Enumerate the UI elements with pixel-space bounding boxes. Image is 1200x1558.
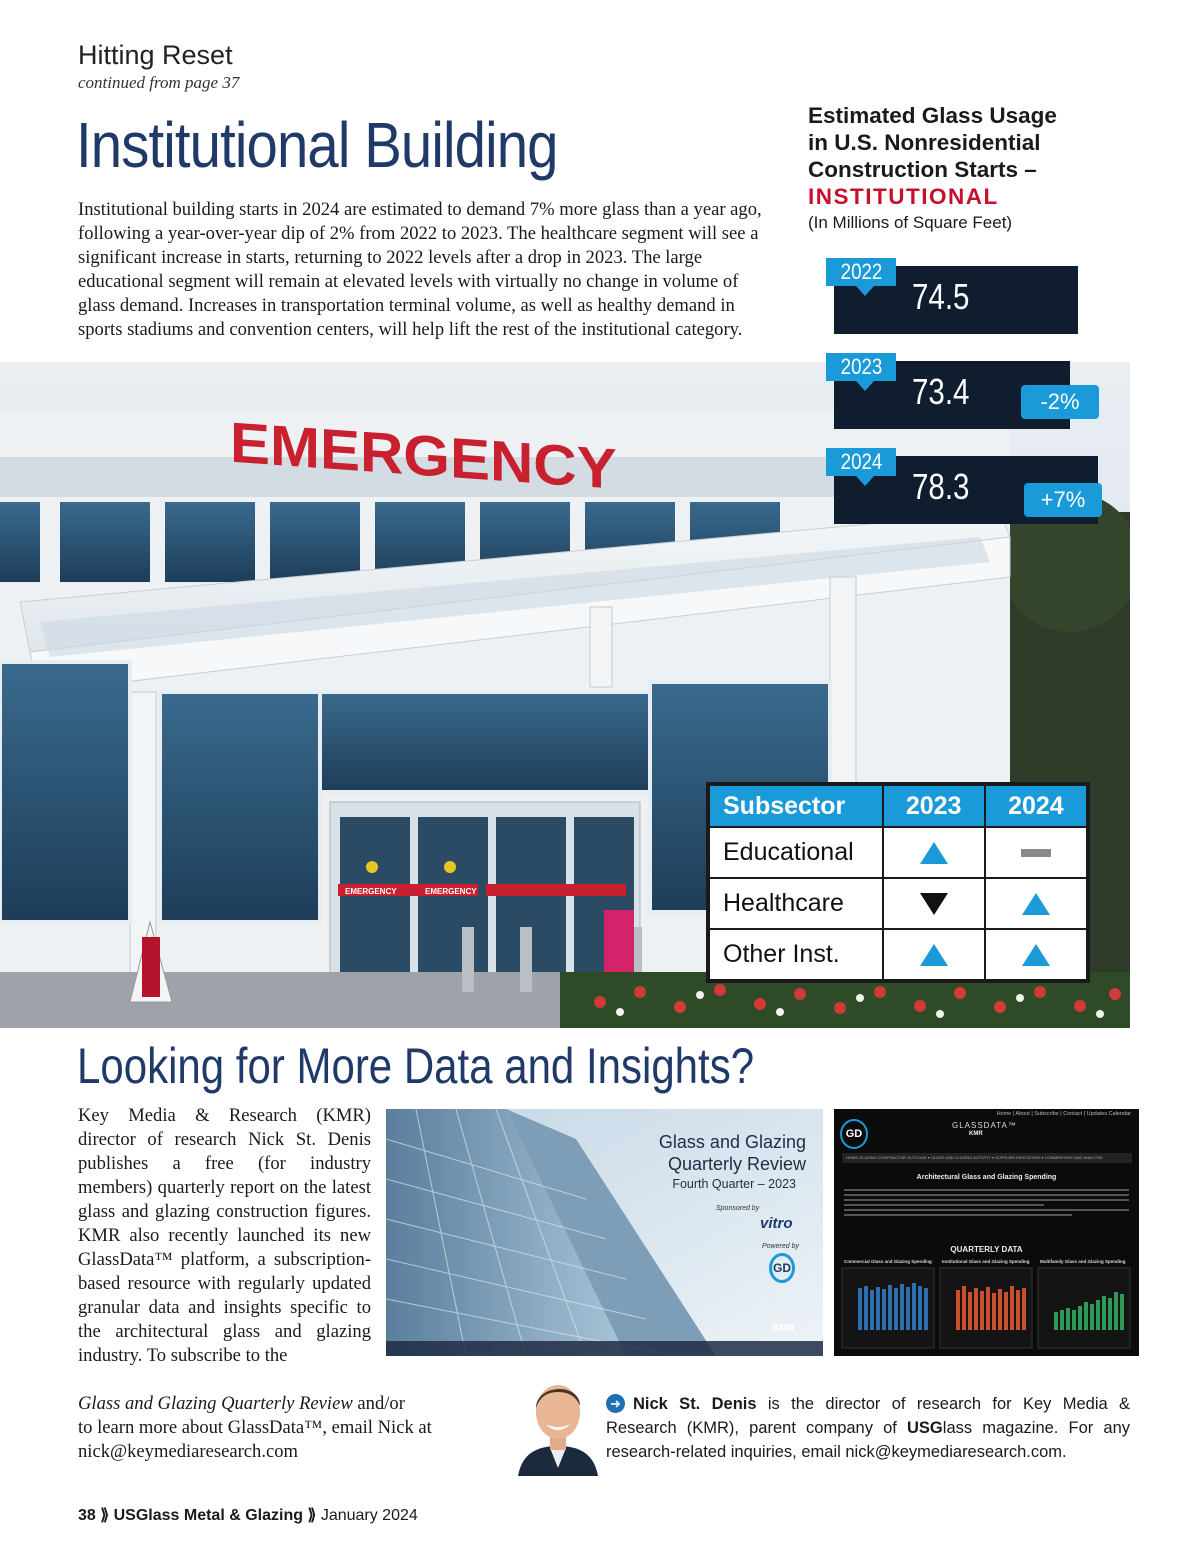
vitro-logo: vitro bbox=[760, 1215, 793, 1232]
change-badge: -2% bbox=[1021, 385, 1099, 419]
issue-date: January 2024 bbox=[320, 1507, 418, 1524]
contact-email[interactable]: nick@keymediaresearch.com bbox=[78, 1441, 299, 1462]
bar-row-2022 bbox=[826, 258, 1086, 338]
kmr-text: to learn more about GlassData™, email Nick at bbox=[78, 1417, 432, 1438]
footer-separator: ⟫ bbox=[100, 1507, 110, 1524]
continued-note: continued from page 37 bbox=[78, 73, 240, 92]
emergency-sign: EMERGENCY bbox=[230, 411, 617, 502]
publication-title: USGlass Metal & Glazing bbox=[113, 1507, 303, 1524]
column-header: 2023 bbox=[883, 785, 985, 827]
quarterly-data-heading: QUARTERLY DATA bbox=[950, 1245, 1023, 1254]
page-number: 38 bbox=[78, 1507, 96, 1524]
bio-text: magazine. For any research-related inquiries, email nick@keymediaresearch.com. bbox=[606, 1419, 1130, 1461]
footer-separator: ⟫ bbox=[307, 1507, 317, 1524]
up-arrow-icon bbox=[1022, 944, 1050, 966]
table-row bbox=[709, 929, 1087, 980]
site-top-links: Home | About | Subscribe | Contact | Updates Calendar bbox=[996, 1111, 1131, 1117]
kmr-logo: KMR bbox=[969, 1131, 983, 1137]
bar-row-2024 bbox=[826, 448, 1086, 528]
mini-charts bbox=[834, 1266, 1139, 1356]
year-label: 2024 bbox=[840, 449, 882, 474]
glassdata-logo: GD bbox=[840, 1119, 868, 1149]
change-badge: +7% bbox=[1024, 483, 1102, 517]
chart-units: (In Millions of Square Feet) bbox=[808, 213, 1013, 232]
cover-title-line: Glass and Glazing bbox=[658, 1132, 806, 1152]
cover-subtitle: Fourth Quarter – 2023 bbox=[672, 1177, 796, 1191]
chart-caption: Multifamily Glass and Glazing Spending bbox=[1040, 1259, 1126, 1264]
year-label: 2022 bbox=[840, 259, 882, 284]
glassdata-screenshot bbox=[834, 1109, 1139, 1356]
column-header: 2024 bbox=[985, 785, 1087, 827]
bio-text: is the director of research for Key Media & Research (KMR), parent company of bbox=[606, 1395, 1131, 1437]
glassdata-logo: GD bbox=[769, 1253, 795, 1283]
intro-paragraph: Institutional building starts in 2024 are estimated to demand 7% more glass than a year ago, following a year-over-year dip of 2% from 2022 to 2023. The healthcare segment will see a significant increase in starts, returning to 2022 levels after a drop in 2023. The large educational segment will remain at elevated levels with virtually no change in volume of glass demand. Increases in transportation terminal volume, as well as healthy demand in sports stadiums and convention centers, will help lift the rest of the institutional category. bbox=[78, 199, 762, 340]
cover-title bbox=[636, 1131, 806, 1175]
flat-dash-icon bbox=[1021, 849, 1051, 857]
kmr-paragraph: Key Media & Research (KMR) director of research Nick St. Denis publishes a free (for industry members) quarterly report on the latest glass and glazing construction figures. KMR also recently launched its new GlassData™ platform, a subscription-based resource with regularly updated granular data and insights specific to the architectural glass and glazing industry. To subscribe to the bbox=[78, 1105, 371, 1366]
bar-row-2023 bbox=[826, 353, 1086, 433]
bar-value: 73.4 bbox=[912, 371, 970, 412]
site-nav: HOME GLAZING CONTRACTOR OUTLOOK ▾ GLASS AND GLAZING ACTIVITY ▾ SUPPLIER INDICATORS ▾ COMMENTARY AND ANALYSIS bbox=[842, 1153, 1132, 1163]
brand-rest: lass bbox=[942, 1419, 973, 1437]
report-cover-image bbox=[386, 1109, 823, 1356]
site-brand: GLASSDATA™ bbox=[952, 1121, 1017, 1130]
chart-heading-line: Estimated Glass Usage bbox=[808, 103, 1057, 128]
kicker: Hitting Reset bbox=[78, 40, 233, 70]
up-arrow-icon bbox=[1022, 893, 1050, 915]
publication-name: Glass and Glazing Quarterly Review bbox=[78, 1393, 353, 1414]
cover-powered: Powered by bbox=[762, 1243, 799, 1250]
down-arrow-icon bbox=[920, 893, 948, 915]
chart-caption: Commercial Glass and Glazing Spending bbox=[844, 1259, 932, 1264]
bar-value: 78.3 bbox=[912, 466, 970, 507]
author-bio bbox=[606, 1392, 1130, 1464]
brand-bold: USG bbox=[907, 1419, 943, 1437]
author-photo bbox=[512, 1368, 604, 1476]
chart-heading-highlight: INSTITUTIONAL bbox=[808, 184, 999, 209]
arrow-right-icon: ➜ bbox=[606, 1394, 625, 1413]
up-arrow-icon bbox=[920, 944, 948, 966]
kmr-logo: KMR bbox=[772, 1323, 795, 1334]
author-name: Nick St. Denis bbox=[633, 1395, 757, 1413]
chart-heading bbox=[808, 102, 1168, 235]
subsector-name: Healthcare bbox=[709, 878, 883, 929]
door-sign: EMERGENCY bbox=[425, 887, 477, 896]
bar-value: 74.5 bbox=[912, 276, 970, 317]
table-header-row bbox=[709, 785, 1087, 827]
table-row bbox=[709, 827, 1087, 878]
door-sign: EMERGENCY bbox=[345, 887, 397, 896]
up-arrow-icon bbox=[920, 842, 948, 864]
site-heading: Architectural Glass and Glazing Spending bbox=[916, 1174, 1057, 1181]
subsector-name: Other Inst. bbox=[709, 929, 883, 980]
table-row bbox=[709, 878, 1087, 929]
kmr-text: and/or bbox=[352, 1393, 405, 1414]
kmr-paragraph-continued bbox=[78, 1392, 478, 1464]
subsector-table bbox=[708, 784, 1088, 981]
year-tag bbox=[826, 353, 896, 381]
year-tag bbox=[826, 448, 896, 476]
page-footer bbox=[78, 1505, 418, 1525]
chart-heading-line: Construction Starts – bbox=[808, 157, 1037, 182]
cover-title-line: Quarterly Review bbox=[667, 1154, 806, 1174]
section-title: Institutional Building bbox=[76, 109, 558, 181]
year-label: 2023 bbox=[840, 354, 882, 379]
chart-heading-line: in U.S. Nonresidential bbox=[808, 130, 1041, 155]
chart-caption: Institutional Glass and Glazing Spending bbox=[942, 1259, 1030, 1264]
site-text-block bbox=[844, 1189, 1129, 1229]
year-tag bbox=[826, 258, 896, 286]
subsector-name: Educational bbox=[709, 827, 883, 878]
column-header: Subsector bbox=[709, 785, 883, 827]
portrait-illustration bbox=[512, 1368, 604, 1476]
cover-sponsored: Sponsored by bbox=[716, 1205, 760, 1212]
more-data-heading: Looking for More Data and Insights? bbox=[77, 1038, 755, 1094]
